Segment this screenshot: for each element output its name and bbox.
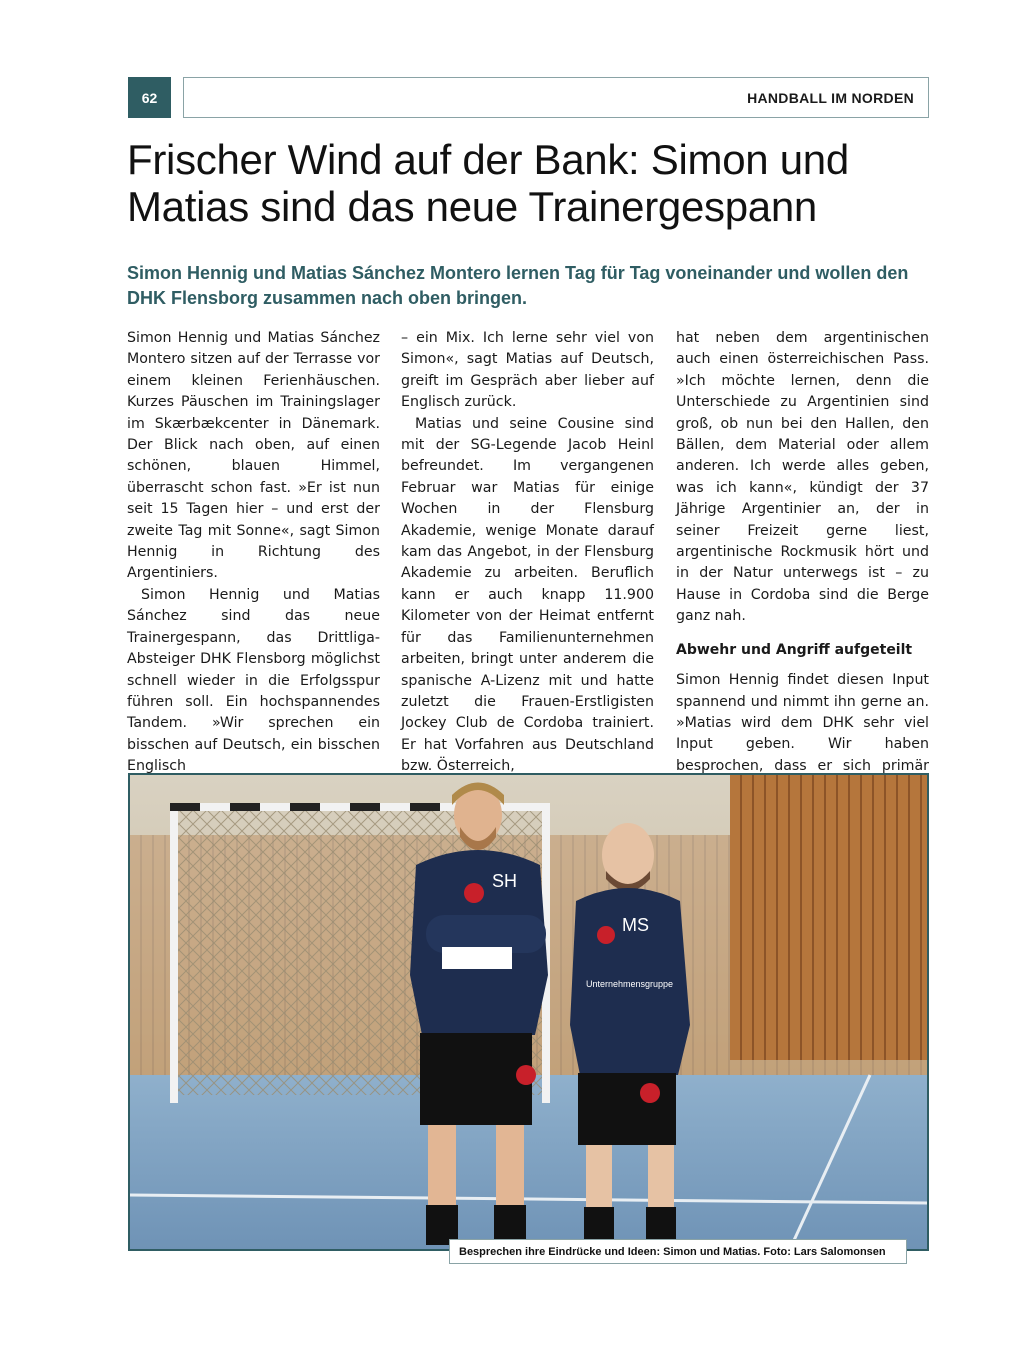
article-column-2 [401,328,654,778]
body-paragraph: Simon Hennig und Matias Sánchez Montero sitzen auf der Terrasse vor einem kleinen Ferienhäuschen. Kurzes Päuschen im Trainingslager im Skærbækcenter in Dänemark. Der Blick nach oben, auf einen schönen, blauen Himmel, überrascht schon fast. »Er ist nun seit 15 Tagen hier – und erst der zweite Tag mit Sonne«, sagt Simon Hennig in Richtung des Argentiniers. [127,330,380,582]
page-number: 62 [128,77,171,118]
article-photo [128,773,929,1251]
article-column-3 [676,328,929,799]
section-title: HANDBALL IM NORDEN [747,89,914,106]
body-paragraph: hat neben dem argentinischen auch einen österreichischen Pass. »Ich möchte lernen, denn die Unterschiede zu Argentinien sind groß, ob nun bei den Hallen, den Bällen, dem Material oder allem anderen. Ich werde alles geben, was ich kann«, kündigt der 37 Jährige Argentinier an, der in seiner Freizeit gerne liest, argentinische Rockmusik hört und in der Natur unterwegs ist – zu Hause in Cordoba sind die Berge ganz nah. [676,330,929,625]
headline-line-2: Matias sind das neue Trainergespann [127,183,817,230]
article-column-1 [127,328,380,778]
body-paragraph: Matias und seine Cousine sind mit der SG-Legende Jacob Heinl befreundet. Im vergangenen Februar war Matias für einige Wochen in der Flensburg Akademie, wenige Monate darauf kam das Angebot, in der Flensburg Akademie zu arbeiten. Beruflich kann er auch knapp 11.900 Kilometer von der Heimat entfernt für das Familienunternehmen arbeiten, bringt unter anderem die spanische A-Lizenz mit und hatte zuletzt die Frauen-Erstligisten Jockey Club de Cordoba trainiert. Er hat Vorfahren aus Deutschland bzw. Österreich, [401,415,654,775]
body-paragraph: Simon Hennig findet diesen Input spannend und nimmt ihn gerne an. »Matias wird dem DHK sehr viel Input geben. Wir haben besprochen, dass er sich primär [676,672,929,774]
body-paragraph: – ein Mix. Ich lerne sehr viel von Simon«, sagt Matias auf Deutsch, greift im Gespräch aber lieber auf Englisch zurück. [401,330,654,411]
coaches-photo-illustration [130,775,927,1249]
body-paragraph: Simon Hennig und Matias Sánchez sind das neue Trainergespann, das Drittliga-Absteiger DHK Flensborg möglichst schnell wieder in die Erfolgsspur führen soll. Ein hochspannendes Tandem. »Wir sprechen ein bisschen auf Deutsch, ein bisschen Englisch [127,586,380,775]
lead-paragraph: Simon Hennig und Matias Sánchez Montero lernen Tag für Tag voneinander und wollen den DHK Flensborg zusammen nach oben bringen. [127,263,909,308]
headline [127,136,947,230]
caption-text: Besprechen ihre Eindrücke und Ideen: Simon und Matias. Foto: Lars Salomonsen [459,1245,886,1258]
jersey-initials-sh: SH [492,871,518,891]
subheading: Abwehr und Angriff aufgeteilt [676,641,913,658]
jersey-sponsor: Unternehmensgruppe [586,979,674,989]
jersey-initials-ms: MS [622,915,649,935]
section-label [183,77,929,118]
headline-line-1: Frischer Wind auf der Bank: Simon und [127,136,849,183]
photo-caption [449,1239,907,1264]
